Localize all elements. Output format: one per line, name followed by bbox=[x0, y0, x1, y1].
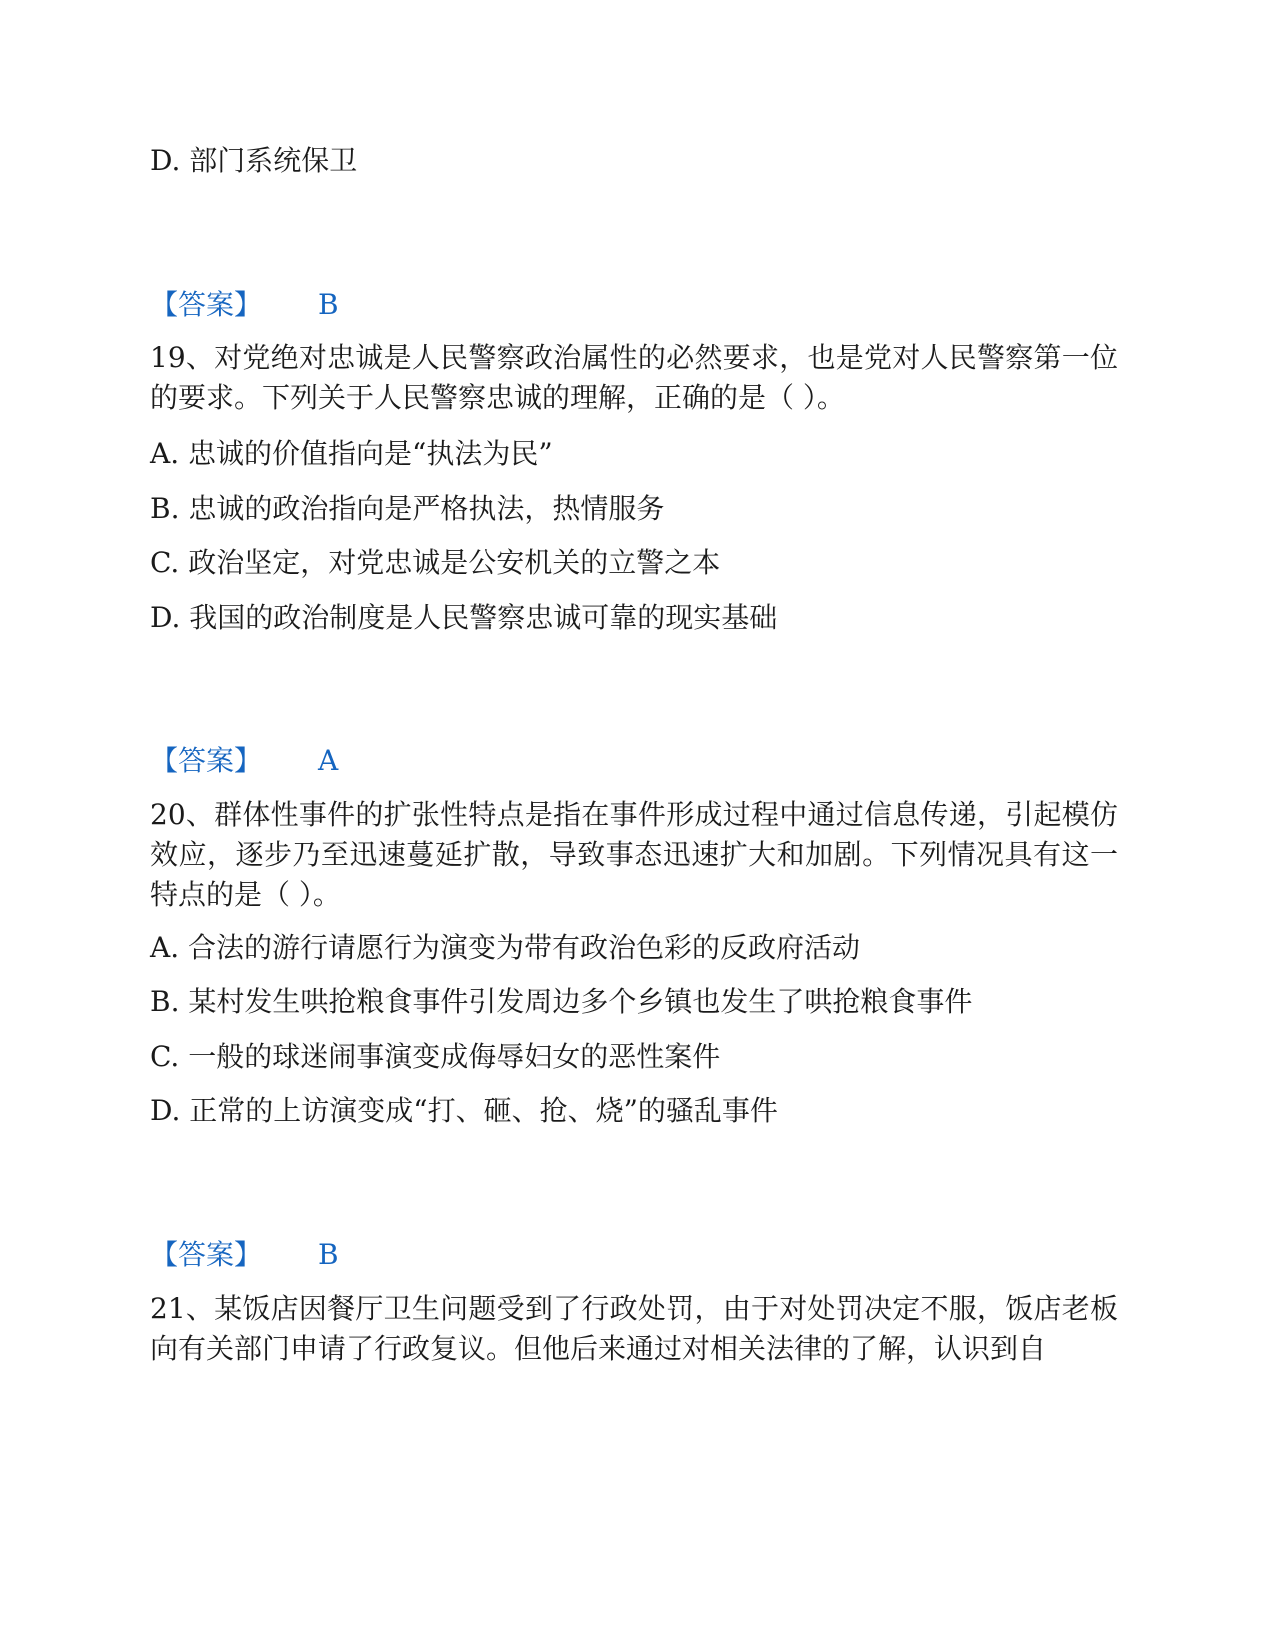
q20-option-d: D. 正常的上访演变成“打、砸、抢、烧”的骚乱事件 bbox=[150, 1094, 778, 1127]
question-19-text: 19、对党绝对忠诚是人民警察政治属性的必然要求，也是党对人民警察第一位的要求。下列关于人民警察忠诚的理解，正确的是（ ）。 bbox=[150, 341, 1118, 414]
answer-label: 【答案】 bbox=[150, 288, 263, 321]
question-20-text: 20、群体性事件的扩张性特点是指在事件形成过程中通过信息传递，引起模仿效应，逐步乃至迅速蔓延扩散，导致事态迅速扩大和加剧。下列情况具有这一特点的是（ ）。 bbox=[150, 798, 1118, 911]
q20-answer bbox=[150, 1237, 339, 1273]
q20-option-c: C. 一般的球迷闹事演变成侮辱妇女的恶性案件 bbox=[150, 1040, 721, 1073]
q19-option-c: C. 政治坚定，对党忠诚是公安机关的立警之本 bbox=[150, 546, 721, 579]
q19-option-a: A. 忠诚的价值指向是“执法为民” bbox=[150, 437, 553, 470]
answer-label: 【答案】 bbox=[150, 1238, 263, 1271]
question-21-text: 21、某饭店因餐厅卫生问题受到了行政处罚，由于对处罚决定不服，饭店老板向有关部门申请了行政复议。但他后来通过对相关法律的了解，认识到自 bbox=[150, 1292, 1118, 1365]
answer-value: B bbox=[318, 288, 339, 321]
answer-label: 【答案】 bbox=[150, 744, 263, 777]
q19-option-b: B. 忠诚的政治指向是严格执法，热情服务 bbox=[150, 492, 665, 525]
prev-answer bbox=[150, 287, 339, 323]
q20-option-a: A. 合法的游行请愿行为演变为带有政治色彩的反政府活动 bbox=[150, 931, 861, 964]
q19-answer bbox=[150, 743, 338, 779]
answer-value: B bbox=[318, 1238, 339, 1271]
q20-option-b: B. 某村发生哄抢粮食事件引发周边多个乡镇也发生了哄抢粮食事件 bbox=[150, 985, 973, 1018]
q19-option-d: D. 我国的政治制度是人民警察忠诚可靠的现实基础 bbox=[150, 601, 778, 634]
answer-value: A bbox=[318, 744, 339, 777]
prev-option-d: D. 部门系统保卫 bbox=[150, 144, 358, 177]
